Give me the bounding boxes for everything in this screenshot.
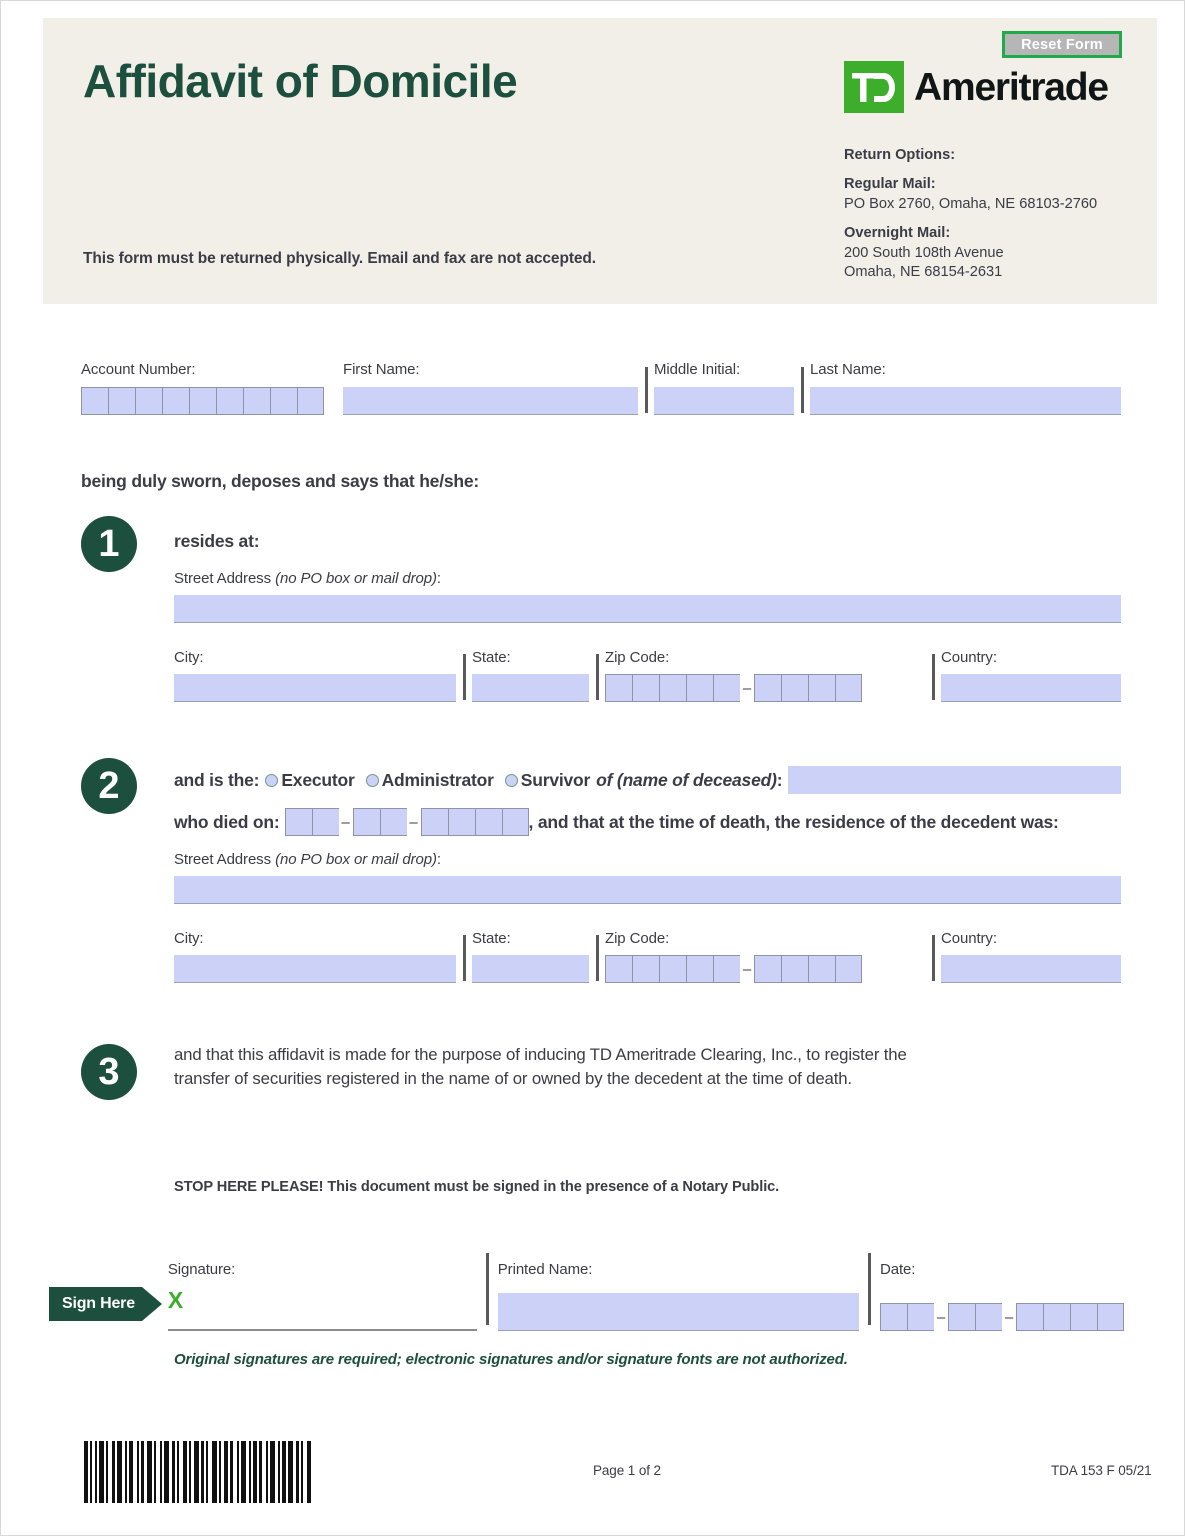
field-divider	[463, 654, 466, 700]
original-signature-note: Original signatures are required; electronic signatures and/or signature fonts are not authorized.	[174, 1351, 848, 1368]
section-2-city-label: City:	[174, 930, 204, 947]
date-day-cell[interactable]	[948, 1303, 975, 1331]
account-number-cell[interactable]	[216, 387, 243, 415]
section-1	[81, 516, 137, 572]
zip-ext-cell[interactable]	[835, 955, 862, 983]
date-year-cell[interactable]	[1016, 1303, 1043, 1331]
zip-ext-cell[interactable]	[808, 674, 835, 702]
page-title: Affidavit of Domicile	[83, 55, 518, 107]
section-1-street-input[interactable]	[174, 595, 1121, 623]
last-name-input[interactable]	[810, 387, 1121, 415]
stop-here-note: STOP HERE PLEASE! This document must be signed in the presence of a Notary Public.	[174, 1179, 780, 1195]
zip-cell[interactable]	[605, 955, 632, 983]
page-number-label: Page 1 of 2	[593, 1463, 661, 1478]
died-year-cell[interactable]	[475, 808, 502, 836]
section-1-body	[174, 531, 1121, 702]
account-number-cell[interactable]	[297, 387, 324, 415]
account-number-label: Account Number:	[81, 361, 196, 378]
died-date-dash: –	[341, 813, 350, 831]
sworn-intro-text: being duly sworn, deposes and says that he/she:	[81, 471, 480, 491]
died-date-dash: –	[409, 813, 418, 831]
td-logo-icon	[844, 61, 904, 113]
field-divider	[868, 1253, 871, 1325]
date-year-cell[interactable]	[1070, 1303, 1097, 1331]
zip-cell[interactable]	[686, 674, 713, 702]
form-code-label: TDA 153 F 05/21	[1051, 1463, 1152, 1478]
deceased-name-input[interactable]	[788, 766, 1121, 794]
overnight-mail-address-line1: 200 South 108th Avenue	[844, 244, 1004, 261]
section-1-street-label	[174, 570, 1121, 587]
sign-here-tag	[49, 1287, 162, 1321]
zip-dash: –	[742, 960, 752, 978]
header-band	[43, 18, 1157, 304]
section-1-zip-input[interactable]	[605, 674, 925, 702]
field-divider	[932, 935, 935, 981]
overnight-mail-label: Overnight Mail:	[844, 225, 951, 242]
field-divider	[645, 367, 648, 413]
return-physically-note: This form must be returned physically. Email and fax are not accepted.	[83, 250, 596, 267]
field-divider	[486, 1253, 489, 1325]
date-year-cell[interactable]	[1043, 1303, 1070, 1331]
date-dash: –	[936, 1308, 946, 1326]
street-label-note: (no PO box or mail drop)	[275, 570, 437, 587]
zip-ext-cell[interactable]	[781, 674, 808, 702]
barcode	[84, 1441, 311, 1503]
section-2-zip-input[interactable]	[605, 955, 925, 983]
regular-mail-label: Regular Mail:	[844, 176, 936, 193]
zip-cell[interactable]	[713, 955, 740, 983]
section-1-heading: resides at:	[174, 531, 260, 551]
zip-cell[interactable]	[659, 674, 686, 702]
sign-here-arrow-icon	[142, 1287, 162, 1321]
account-number-cell[interactable]	[270, 387, 297, 415]
return-options-heading: Return Options:	[844, 147, 956, 163]
account-number-cell[interactable]	[108, 387, 135, 415]
account-number-cell[interactable]	[135, 387, 162, 415]
died-year-cell[interactable]	[502, 808, 529, 836]
section-2-number: 2	[81, 758, 137, 814]
zip-cell[interactable]	[659, 955, 686, 983]
sign-here-label: Sign Here	[49, 1287, 142, 1321]
deceased-name-prompt: of (name of deceased)	[596, 769, 777, 790]
section-3-body	[174, 1043, 1109, 1092]
printed-name-label: Printed Name:	[497, 1261, 593, 1278]
section-1-state-input[interactable]	[472, 674, 589, 702]
date-month-cell[interactable]	[907, 1303, 934, 1331]
signature-x-marker: X	[167, 1287, 184, 1313]
field-divider	[463, 935, 466, 981]
zip-ext-cell[interactable]	[808, 955, 835, 983]
zip-cell[interactable]	[632, 674, 659, 702]
section-3-paragraph-line2: transfer of securities registered in the name of or owned by the decedent at the time of death.	[174, 1069, 852, 1089]
radio-survivor[interactable]	[505, 774, 518, 787]
died-year-cell[interactable]	[421, 808, 448, 836]
zip-ext-cell[interactable]	[754, 955, 781, 983]
td-ameritrade-logo	[844, 61, 1108, 113]
section-1-country-input[interactable]	[941, 674, 1121, 702]
section-3-number: 3	[81, 1044, 137, 1100]
section-1-state-label: State:	[472, 649, 511, 666]
section-2-zip-label: Zip Code:	[605, 930, 670, 947]
section-2-state-input[interactable]	[472, 955, 589, 983]
section-2-street-label	[174, 851, 1121, 868]
street-label-colon: :	[436, 851, 441, 868]
section-1-country-label: Country:	[941, 649, 997, 666]
zip-ext-cell[interactable]	[754, 674, 781, 702]
date-year-cell[interactable]	[1097, 1303, 1124, 1331]
street-label-text: Street Address	[174, 851, 276, 868]
zip-ext-cell[interactable]	[781, 955, 808, 983]
radio-administrator[interactable]	[366, 774, 379, 787]
return-options-block	[844, 146, 1097, 282]
zip-cell[interactable]	[632, 955, 659, 983]
section-2-country-input[interactable]	[941, 955, 1121, 983]
street-label-note: (no PO box or mail drop)	[275, 851, 437, 868]
account-number-cell[interactable]	[189, 387, 216, 415]
section-1-zip-label: Zip Code:	[605, 649, 670, 666]
street-label-colon: :	[436, 570, 441, 587]
died-month-cell[interactable]	[285, 808, 312, 836]
section-1-city-label: City:	[174, 649, 204, 666]
zip-cell[interactable]	[605, 674, 632, 702]
died-on-date-input[interactable]	[285, 808, 529, 836]
died-month-cell[interactable]	[312, 808, 339, 836]
section-1-number: 1	[81, 516, 137, 572]
radio-executor[interactable]	[265, 774, 278, 787]
account-number-cell[interactable]	[81, 387, 108, 415]
section-1-city-input[interactable]	[174, 674, 456, 702]
date-label: Date:	[880, 1261, 916, 1278]
section-2-state-label: State:	[472, 930, 511, 947]
section-3-paragraph-line1: and that this affidavit is made for the purpose of inducing TD Ameritrade Clearing, Inc., to register the	[174, 1045, 907, 1064]
signature-label: Signature:	[167, 1261, 236, 1278]
field-divider	[801, 367, 804, 413]
section-3	[81, 1044, 137, 1100]
section-2-body	[174, 766, 1121, 983]
option-label-administrator: Administrator	[381, 769, 494, 790]
middle-initial-label: Middle Initial:	[654, 361, 741, 378]
zip-cell[interactable]	[686, 955, 713, 983]
account-number-cell[interactable]	[243, 387, 270, 415]
zip-ext-cell[interactable]	[835, 674, 862, 702]
section-2	[81, 758, 137, 814]
date-day-cell[interactable]	[975, 1303, 1002, 1331]
reset-form-button[interactable]: Reset Form	[1002, 31, 1122, 58]
zip-dash: –	[742, 679, 752, 697]
deceased-name-colon: :	[776, 769, 783, 790]
option-label-executor: Executor	[281, 769, 355, 790]
street-label-text: Street Address	[174, 570, 276, 587]
date-dash: –	[1004, 1308, 1014, 1326]
account-number-input[interactable]	[81, 387, 343, 415]
section-2-country-label: Country:	[941, 930, 997, 947]
zip-cell[interactable]	[713, 674, 740, 702]
last-name-label: Last Name:	[810, 361, 886, 378]
overnight-mail-address-line2: Omaha, NE 68154-2631	[844, 264, 1003, 281]
signature-block	[49, 1253, 1124, 1331]
died-day-cell[interactable]	[380, 808, 407, 836]
field-divider	[932, 654, 935, 700]
after-date-text: , and that at the time of death, the residence of the decedent was:	[528, 811, 1059, 832]
died-year-cell[interactable]	[448, 808, 475, 836]
printed-name-input[interactable]	[498, 1293, 859, 1331]
signature-input[interactable]	[168, 1284, 477, 1331]
died-day-cell[interactable]	[353, 808, 380, 836]
first-name-input[interactable]	[343, 387, 638, 415]
identity-row	[81, 361, 1121, 415]
section-2-street-input[interactable]	[174, 876, 1121, 904]
date-month-cell[interactable]	[880, 1303, 907, 1331]
account-number-cell[interactable]	[162, 387, 189, 415]
date-input[interactable]	[880, 1303, 1124, 1331]
option-label-survivor: Survivor	[520, 769, 591, 790]
section-2-lead-text: and is the:	[174, 769, 260, 790]
died-on-label: who died on:	[174, 811, 280, 832]
section-2-city-input[interactable]	[174, 955, 456, 983]
middle-initial-input[interactable]	[654, 387, 794, 415]
first-name-label: First Name:	[343, 361, 420, 378]
field-divider	[596, 935, 599, 981]
regular-mail-address: PO Box 2760, Omaha, NE 68103-2760	[844, 195, 1098, 212]
brand-wordmark: Ameritrade	[914, 65, 1108, 109]
field-divider	[596, 654, 599, 700]
